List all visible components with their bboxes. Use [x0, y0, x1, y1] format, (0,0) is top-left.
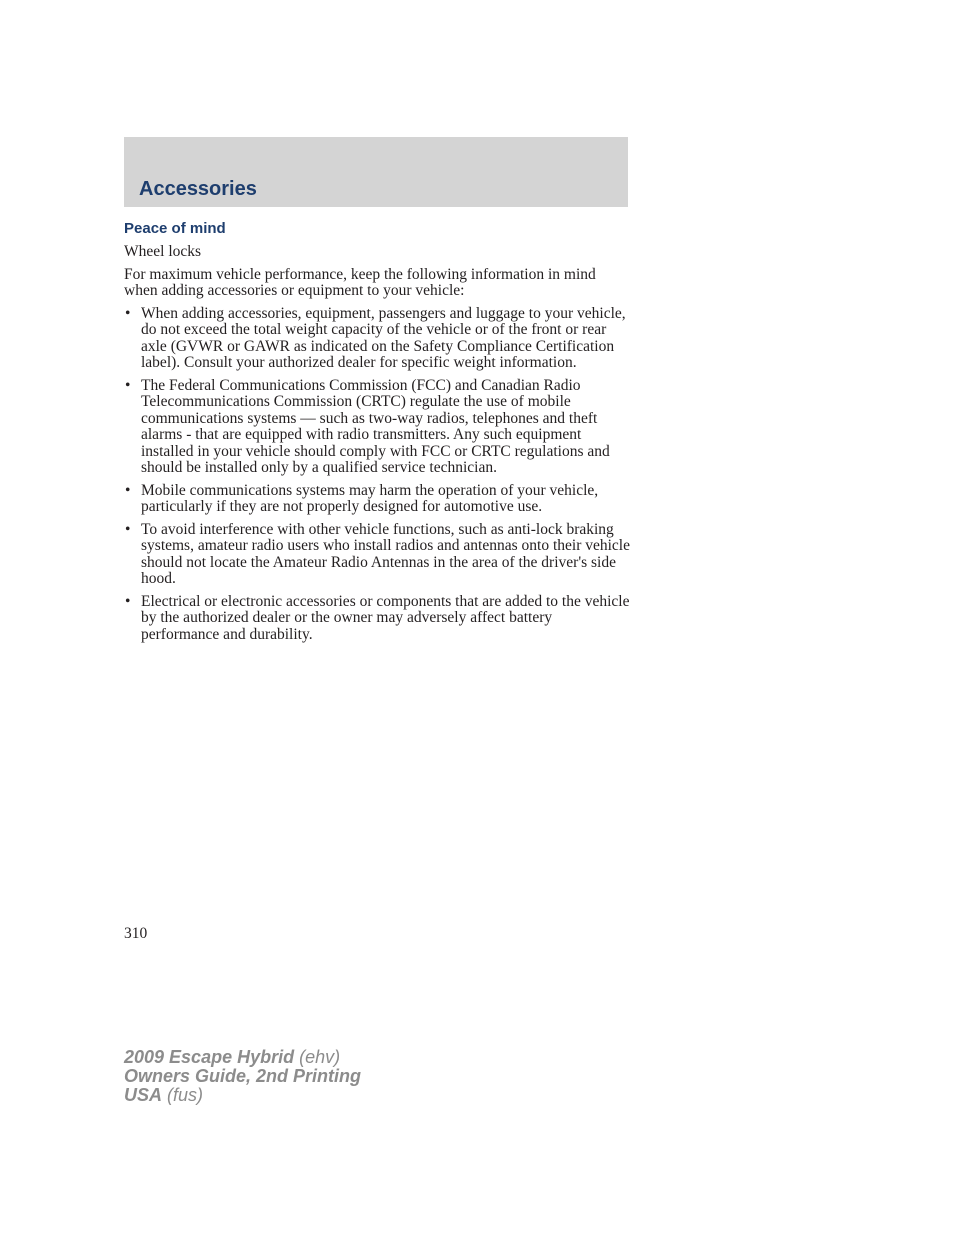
- list-item: [124, 594, 630, 644]
- document-footer: [124, 1048, 361, 1105]
- paragraph-wheel-locks: Wheel locks: [124, 243, 202, 260]
- list-item-text: To avoid interference with other vehicle functions, such as anti-lock braking systems, amateur radio users who install radios and antennas onto their vehicle should not locate the Amateur Radio Antennas in the area of the driver's side hood.: [141, 520, 630, 587]
- footer-market-code: (fus): [167, 1085, 204, 1105]
- paragraph-intro: For maximum vehicle performance, keep the following information in mind when adding accessories or equipment to your vehicle:: [124, 265, 596, 299]
- bullet-list: [124, 306, 630, 644]
- list-item-text: When adding accessories, equipment, passengers and luggage to your vehicle, do not exceed the total weight capacity of the vehicle or of the front or rear axle (GVWR or GAWR as indicated on the Safety Compliance Certification label). Consult your authorized dealer for specific weight information.: [141, 304, 626, 371]
- list-item: [124, 306, 630, 372]
- bullet-icon: •: [125, 376, 131, 394]
- footer-edition: Owners Guide, 2nd Printing: [124, 1066, 362, 1086]
- subheading: Peace of mind: [124, 220, 226, 237]
- page-content: [124, 220, 630, 649]
- section-title: Accessories: [139, 178, 257, 200]
- page-number: 310: [124, 925, 148, 942]
- footer-line-model: [124, 1048, 361, 1067]
- list-item-text: The Federal Communications Commission (FCC) and Canadian Radio Telecommunications Commission (CRTC) regulate the use of mobile communications systems — such as two-way radios, telephones and theft alarms - that are equipped with radio transmitters. Any such equipment installed in your vehicle should comply with FCC or CRTC regulations and should be installed only by a qualified service technician.: [141, 376, 610, 476]
- list-item-text: Electrical or electronic accessories or components that are added to the vehicle by the authorized dealer or the owner may adversely affect battery performance and durability.: [141, 592, 630, 643]
- list-item: [124, 522, 630, 588]
- section-header-band: [124, 137, 628, 207]
- bullet-icon: •: [125, 304, 131, 322]
- list-item-text: Mobile communications systems may harm the operation of your vehicle, particularly if they are not properly designed for automotive use.: [141, 481, 599, 515]
- footer-model: 2009 Escape Hybrid: [124, 1047, 295, 1067]
- footer-line-market: [124, 1086, 361, 1105]
- footer-market: USA: [124, 1085, 163, 1105]
- list-item: [124, 378, 630, 477]
- bullet-icon: •: [125, 481, 131, 499]
- bullet-icon: •: [125, 592, 131, 610]
- footer-model-code: (ehv): [299, 1047, 341, 1067]
- bullet-icon: •: [125, 520, 131, 538]
- list-item: [124, 483, 630, 516]
